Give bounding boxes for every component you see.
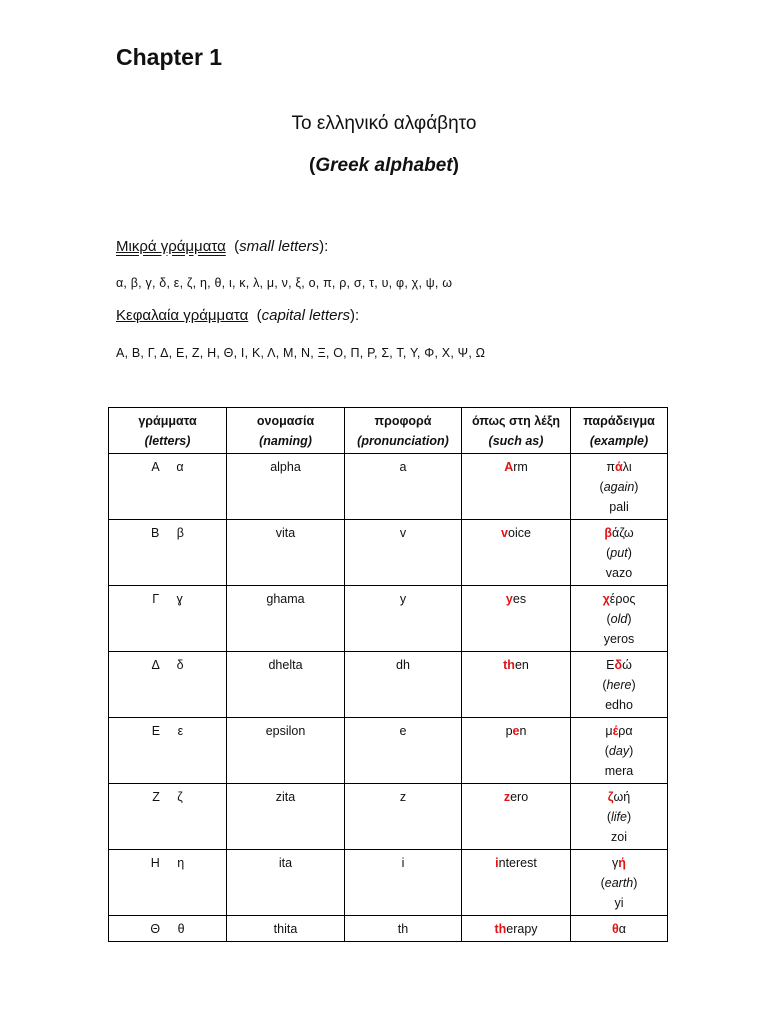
word-highlight: i: [495, 856, 499, 870]
header-letters-greek: γράμματα: [138, 414, 197, 428]
example-meaning: old: [610, 612, 628, 626]
cell-pronunciation: th: [345, 916, 462, 942]
word-highlight: th: [503, 658, 515, 672]
capital-letters-heading-greek: Κεφαλαία γράμματα: [116, 307, 249, 324]
example-meaning: earth: [604, 876, 634, 890]
example-highlight: ά: [614, 460, 623, 474]
example-highlight: β: [604, 526, 612, 540]
header-letters-english: (letters): [144, 434, 191, 448]
word-highlight: z: [503, 790, 511, 804]
title-open-paren: (: [309, 155, 316, 176]
cell-naming: dhelta: [227, 652, 345, 718]
cell-example: [571, 718, 668, 784]
cell-letters: [109, 652, 227, 718]
cell-example: [571, 652, 668, 718]
example-word: [573, 655, 665, 675]
small-letters-heading-greek: Μικρά γράμματα: [116, 238, 226, 255]
letter-pair: Ε ε: [151, 724, 184, 738]
example-translation-line: (here): [602, 678, 636, 692]
word-rest: rm: [513, 460, 528, 474]
example-word: [573, 523, 665, 543]
cell-letters: [109, 454, 227, 520]
header-naming-english: (naming): [259, 434, 312, 448]
example-suffix: άζω: [611, 526, 634, 540]
letter-pair: Θ θ: [150, 922, 185, 936]
cell-pronunciation: e: [345, 718, 462, 784]
table-row: [109, 454, 668, 520]
small-letters-heading: Μικρά γράμματα (small letters):: [116, 238, 329, 255]
example-prefix: Ε: [606, 658, 615, 672]
header-pronunciation: [345, 408, 462, 454]
letter-pair: Γ ɣ: [152, 592, 183, 606]
cell-such-as: [462, 916, 571, 942]
header-such-as: [462, 408, 571, 454]
example-word: [573, 853, 665, 873]
letter-pair: Β β: [150, 526, 184, 540]
capital-letters-heading: Κεφαλαία γράμματα (capital letters):: [116, 307, 360, 324]
cell-example: [571, 520, 668, 586]
cell-letters: [109, 850, 227, 916]
title-english-text: Greek alphabet: [315, 155, 453, 176]
cell-naming: epsilon: [227, 718, 345, 784]
example-highlight: ή: [618, 856, 626, 870]
table-row: [109, 718, 668, 784]
cell-naming: ita: [227, 850, 345, 916]
example-highlight: χ: [602, 592, 610, 606]
page-title-english: [0, 155, 768, 177]
word-rest: ero: [510, 790, 529, 804]
word-rest: n: [519, 724, 527, 738]
small-letters-heading-english: small letters: [239, 238, 320, 255]
example-transliteration: mera: [604, 764, 634, 778]
header-letters: [109, 408, 227, 454]
capital-letters-heading-english: capital letters: [261, 307, 350, 324]
cell-letters: [109, 520, 227, 586]
letter-pair: Δ δ: [151, 658, 184, 672]
cell-such-as: [462, 520, 571, 586]
example-highlight: έ: [612, 724, 619, 738]
cell-such-as: [462, 718, 571, 784]
word-highlight: v: [501, 526, 508, 540]
table-row: [109, 850, 668, 916]
cell-such-as: [462, 586, 571, 652]
word-highlight: th: [494, 922, 507, 936]
example-transliteration: edho: [605, 698, 633, 712]
word-rest: es: [512, 592, 527, 606]
cell-letters: [109, 586, 227, 652]
cell-such-as: [462, 850, 571, 916]
word-highlight: A: [504, 460, 514, 474]
example-prefix: γ: [612, 856, 619, 870]
example-meaning: day: [608, 744, 630, 758]
cell-naming: ghama: [227, 586, 345, 652]
example-translation-line: (put): [606, 546, 632, 560]
example-prefix: μ: [605, 724, 613, 738]
example-word: [573, 589, 665, 609]
example-meaning: here: [606, 678, 632, 692]
example-suffix: ωή: [613, 790, 631, 804]
header-such-as-greek: όπως στη λέξη: [471, 414, 561, 428]
cell-such-as: [462, 784, 571, 850]
word-rest: erapy: [506, 922, 538, 936]
header-naming-greek: ονομασία: [256, 414, 315, 428]
example-meaning: life: [611, 810, 627, 824]
cell-letters: [109, 916, 227, 942]
example-meaning: again: [603, 480, 635, 494]
example-suffix: ώ: [622, 658, 632, 672]
header-example: [571, 408, 668, 454]
cell-pronunciation: z: [345, 784, 462, 850]
example-suffix: ρα: [618, 724, 633, 738]
chapter-heading: Chapter 1: [116, 44, 223, 70]
header-naming: [227, 408, 345, 454]
word-prefix: p: [505, 724, 513, 738]
example-highlight: ζ: [607, 790, 614, 804]
example-prefix: π: [606, 460, 615, 474]
cell-letters: [109, 718, 227, 784]
example-translation-line: (old): [606, 612, 632, 626]
header-such-as-english: (such as): [488, 434, 544, 448]
table-row: [109, 784, 668, 850]
word-rest: en: [514, 658, 529, 672]
example-translation-line: (again): [599, 480, 639, 494]
example-translation-line: (life): [606, 810, 632, 824]
letter-pair: Α α: [151, 460, 184, 474]
example-suffix: έρος: [609, 592, 636, 606]
example-transliteration: pali: [609, 500, 629, 514]
table-header-row: [109, 408, 668, 454]
cell-naming: vita: [227, 520, 345, 586]
cell-example: [571, 916, 668, 942]
cell-such-as: [462, 652, 571, 718]
example-suffix: α: [618, 922, 626, 936]
example-highlight: θ: [612, 922, 619, 936]
word-rest: nterest: [498, 856, 537, 870]
header-example-english: (example): [589, 434, 649, 448]
page-title-greek: Το ελληνικό αλφάβητο: [291, 113, 477, 134]
word-highlight: e: [512, 724, 520, 738]
cell-pronunciation: y: [345, 586, 462, 652]
cell-naming: zita: [227, 784, 345, 850]
table-row: [109, 652, 668, 718]
example-meaning: put: [610, 546, 628, 560]
cell-pronunciation: v: [345, 520, 462, 586]
cell-example: [571, 784, 668, 850]
example-transliteration: zoi: [611, 830, 627, 844]
example-transliteration: yeros: [603, 632, 635, 646]
word-rest: oice: [508, 526, 531, 540]
cell-such-as: [462, 454, 571, 520]
cell-example: [571, 454, 668, 520]
example-word: [573, 787, 665, 807]
example-transliteration: yi: [614, 896, 624, 910]
example-highlight: δ: [614, 658, 623, 672]
table-row: [109, 916, 668, 942]
small-letters-list: α, β, γ, δ, ε, ζ, η, θ, ι, κ, λ, μ, ν, ξ, ο, π, ρ, σ, τ, υ, φ, χ, ψ, ω: [116, 276, 453, 290]
capital-letters-list: Α, Β, Γ, Δ, Ε, Ζ, Η, Θ, Ι, Κ, Λ, Μ, Ν, Ξ, Ο, Π, Ρ, Σ, Τ, Υ, Φ, Χ, Ψ, Ω: [116, 346, 486, 360]
example-translation-line: (earth): [600, 876, 638, 890]
cell-letters: [109, 784, 227, 850]
example-word: [573, 721, 665, 741]
cell-pronunciation: i: [345, 850, 462, 916]
cell-example: [571, 586, 668, 652]
title-close-paren: ): [452, 155, 459, 176]
letter-pair: Η η: [150, 856, 185, 870]
example-suffix: λι: [622, 460, 632, 474]
cell-naming: thita: [227, 916, 345, 942]
cell-example: [571, 850, 668, 916]
letter-pair: Ζ ζ: [152, 790, 183, 804]
alphabet-table: [108, 407, 668, 942]
word-highlight: y: [505, 592, 513, 606]
header-pronunciation-greek: προφορά: [374, 414, 432, 428]
example-translation-line: (day): [604, 744, 634, 758]
header-example-greek: παράδειγμα: [583, 414, 655, 428]
example-word: [573, 457, 665, 477]
example-transliteration: vazo: [605, 566, 633, 580]
header-pronunciation-english: (pronunciation): [357, 434, 449, 448]
cell-pronunciation: a: [345, 454, 462, 520]
table-row: [109, 520, 668, 586]
table-row: [109, 586, 668, 652]
cell-naming: alpha: [227, 454, 345, 520]
cell-pronunciation: dh: [345, 652, 462, 718]
example-word: [573, 919, 665, 939]
